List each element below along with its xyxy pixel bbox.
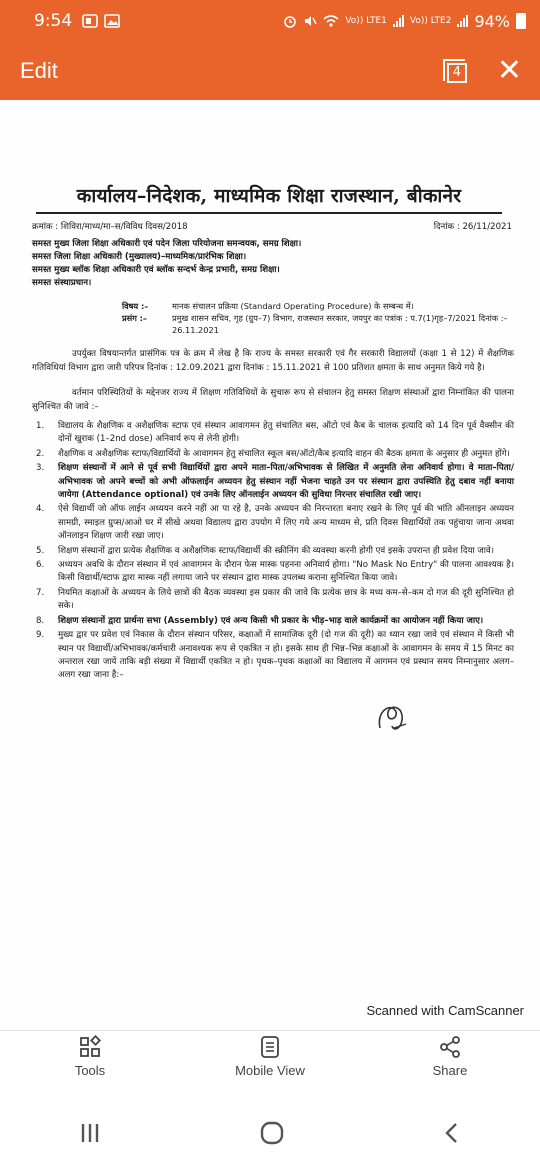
signal-icon-2: [457, 15, 468, 27]
signature-image: [374, 698, 410, 738]
list-item: 1. विद्यालय के शैक्षणिक व अशैक्षणिक स्टाफ एवं संस्थान आवागमन हेतु संचालित बस, ऑटो एवं कैब के चालक इत्यादि को 14 दिन पूर्व वैक्सीन की दोनों खुराक (1–2nd dose) अनिवार्य रूप से लेनी होगी।: [36, 421, 514, 445]
list-item: 8. शिक्षण संस्थानों द्वारा प्रार्थना सभा (Assembly) एवं अन्य किसी भी प्रकार के भीड़–भाड़ वाले कार्यक्रमों का आयोजन नहीं किया जाए।: [36, 615, 484, 626]
mobile-view-button[interactable]: [210, 1035, 330, 1078]
addressee-line: समस्त जिला शिक्षा अधिकारी (मुख्यालय)–माध्यमिक/प्रारंभिक शिक्षा।: [32, 252, 247, 262]
status-bar: [0, 0, 540, 42]
addressee-block: [32, 238, 530, 290]
list-item: 6. अध्ययन अवधि के दौरान संस्थान में एवं आवागमन के दौरान फेस मास्क पहनना अनिवार्य होगा। "No Mask No Entry" की पालना आवश्यक है। किसी विद्यार्थी/स्टाफ द्वारा मास्क नहीं लगाया जाने पर संस्थान द्वारा मास्क उपलब्ध कराना सुनिश्चित किया जावे।: [36, 560, 514, 584]
reference-label: प्रसंग :–: [122, 313, 148, 323]
reference-text: प्रमुख शासन सचिव, गृह (ग्रुप–7) विभाग, राजस्थान सरकार, जयपुर का पत्रांक : प.7(1)गृह–7/2021 दिनांक :– 26.11.2021: [172, 313, 508, 335]
navigation-bar: [0, 1096, 540, 1170]
battery-icon: [516, 13, 526, 29]
battery-percent: 94%: [474, 11, 510, 31]
gallery-icon: [104, 14, 120, 28]
instruction-list: [32, 420, 514, 683]
list-item: 3. शिक्षण संस्थानों में आने से पूर्व सभी विद्यार्थियों द्वारा अपने माता–पिता/अभिभावक से लिखित में अनुमति लेना अनिवार्य होगा। वे माता–पिता/अभिभावक जो अपने बच्चों को अभी ऑफलाईन अध्ययन हेतु संस्थान नहीं भेजना चाहते उन पर संस्थान द्वारा उपस्थिति हेतु दबाव नहीं बनाया जायेगा (Attendance optional) एवं उनके लिए ऑनलाईन अध्ययन की सुविधा निरन्तर संचालित रखी जाए।: [36, 463, 514, 501]
app-bar: [0, 42, 540, 100]
list-item: 4. ऐसे विद्यार्थी जो ऑफ लाईन अध्ययन करने नहीं आ पा रहे है, उनके अध्ययन की निरन्तरता बनाए रखने के लिए पूर्व की भांति ऑनलाइन अध्ययन सामग्री, स्माइल ग्रुप्स/आओ घर में सीखे अथवा विद्यालय द्वारा उपयोग में लिए गये अन्य माध्यम से, प्रति दिवस विद्यार्थियों तक पहुंचाया जाना अथवा ऑनलाइन शिक्षण जारी रखा जाए।: [36, 504, 514, 542]
tools-button[interactable]: [30, 1035, 150, 1078]
share-button[interactable]: [390, 1035, 510, 1078]
paragraph-intro: उपर्युक्त विषयान्तर्गत प्रासंगिक पत्र के क्रम में लेख है कि राज्य के समस्त सरकारी एवं गैर सरकारी विद्यालयों (कक्षा 1 से 12) में शैक्षणिक गतिविधियां विभाग द्वारा जारी परिपत्र दिनांक : 12.09.2021 द्वारा दिनांक : 15.11.2021 से 100 प्रतिशत क्षमता के साथ अनुमत किये गये है।: [32, 349, 514, 373]
mobile-view-label: Mobile View: [235, 1063, 305, 1078]
addressee-line: समस्त मुख्य जिला शिक्षा अधिकारी एवं पदेन जिला परियोजना समन्वयक, समग्र शिक्षा।: [32, 239, 302, 249]
wifi-icon: [323, 14, 339, 28]
subject-text: मानक संचालन प्रक्रिया (Standard Operating Procedure) के सम्बन्ध में।: [172, 301, 414, 311]
addressee-line: समस्त मुख्य ब्लॉक शिक्षा अधिकारी एवं ब्लॉक सन्दर्भ केन्द्र प्रभारी, समग्र शिक्षा।: [32, 265, 280, 275]
list-item: 5. शिक्षण संस्थानों द्वारा प्रत्येक शैक्षणिक व अशैक्षणिक स्टाफ/विद्यार्थी की स्क्रीनिंग की व्यवस्था करनी होगी एवं इसके उपरान्त ही प्रवेश दिया जावे।: [36, 545, 495, 556]
page-count: 4: [447, 63, 467, 83]
signal-icon-1: [393, 15, 404, 27]
mute-icon: [303, 14, 317, 28]
tools-icon: [78, 1035, 102, 1059]
close-icon[interactable]: ✕: [496, 53, 522, 88]
list-item: 7. नियमित कक्षाओं के अध्ययन के लिये छात्रों की बैठक व्यवस्था इस प्रकार की जावे कि प्रत्येक छात्र के मध्य कम–से–कम दो गज की दूरी सुनिश्चित हो सके।: [36, 587, 514, 612]
paragraph-instructions: वर्तमान परिस्थितियों के मद्देनजर राज्य में शिक्षण गतिविधियों के सुचारू रूप से संचालन हेतु समस्त शिक्षण संस्थाओं द्वारा निम्नांकित की पालना सुनिश्चित की जावे :–: [32, 388, 514, 412]
network-label-2: Vo)) LTE2: [409, 15, 452, 26]
share-icon: [438, 1035, 462, 1059]
page-title: Edit: [20, 58, 58, 83]
page-count-button[interactable]: [443, 59, 467, 83]
list-item: 9. मुख्य द्वार पर प्रवेश एवं निकास के दौरान संस्थान परिसर, कक्षाओं में सामाजिक दूरी (दो गज की दूरी) का ध्यान रखा जावे एवं संस्थान में किसी भी स्थान पर विद्यार्थी/अभिभावक/कर्मचारी अनावश्यक रूप से एकत्रित न हो। इसके साथ ही भिन्न–भिन्न कक्षाओं के आवागमन के समय में 15 मिनट का अन्तराल रखा जायें ताकि बड़ी संख्या में विद्यार्थी एकत्रित न हो। पृथक–पृथक कक्षाओं का विद्यालय में आगमन एवं प्रस्थान समय निम्नानुसार अलग–अलग रखा जाना है:–: [36, 630, 514, 681]
subject-block: [122, 300, 510, 336]
network-label-1: Vo)) LTE1: [345, 15, 387, 26]
reference-date: दिनांक : 26/11/2021: [433, 222, 512, 232]
bottom-toolbar: [0, 1030, 540, 1082]
tools-label: Tools: [74, 1063, 106, 1078]
mobile-view-icon: [258, 1035, 282, 1059]
subject-label: विषय :–: [122, 301, 149, 311]
alarm-icon: [283, 14, 297, 28]
back-icon[interactable]: [442, 1121, 462, 1145]
notification-icon: [82, 14, 98, 28]
reference-number: क्रमांक : शिविरा/माध्य/मा–स/विविध दिवस/2018: [32, 222, 188, 232]
document-page[interactable]: [0, 100, 540, 1030]
scanner-watermark: Scanned with CamScanner: [366, 1003, 524, 1018]
document-heading: कार्यालय–निदेशक, माध्यमिक शिक्षा राजस्थान, बीकानेर: [36, 182, 502, 214]
list-item: 2. शैक्षणिक व अशैक्षणिक स्टाफ/विद्यार्थियों के आवागमन हेतु संचालित स्कूल बस/ऑटो/कैब इत्यादि वाहन की बैठक क्षमता के अनुसार ही अनुमत होंगे।: [36, 448, 510, 459]
addressee-line: समस्त संस्थाप्रधान।: [32, 278, 92, 288]
status-time: 9:54: [34, 11, 73, 31]
reference-line: [32, 220, 512, 232]
share-label: Share: [432, 1063, 468, 1078]
recent-apps-icon[interactable]: [78, 1122, 102, 1144]
home-icon[interactable]: [259, 1120, 285, 1146]
